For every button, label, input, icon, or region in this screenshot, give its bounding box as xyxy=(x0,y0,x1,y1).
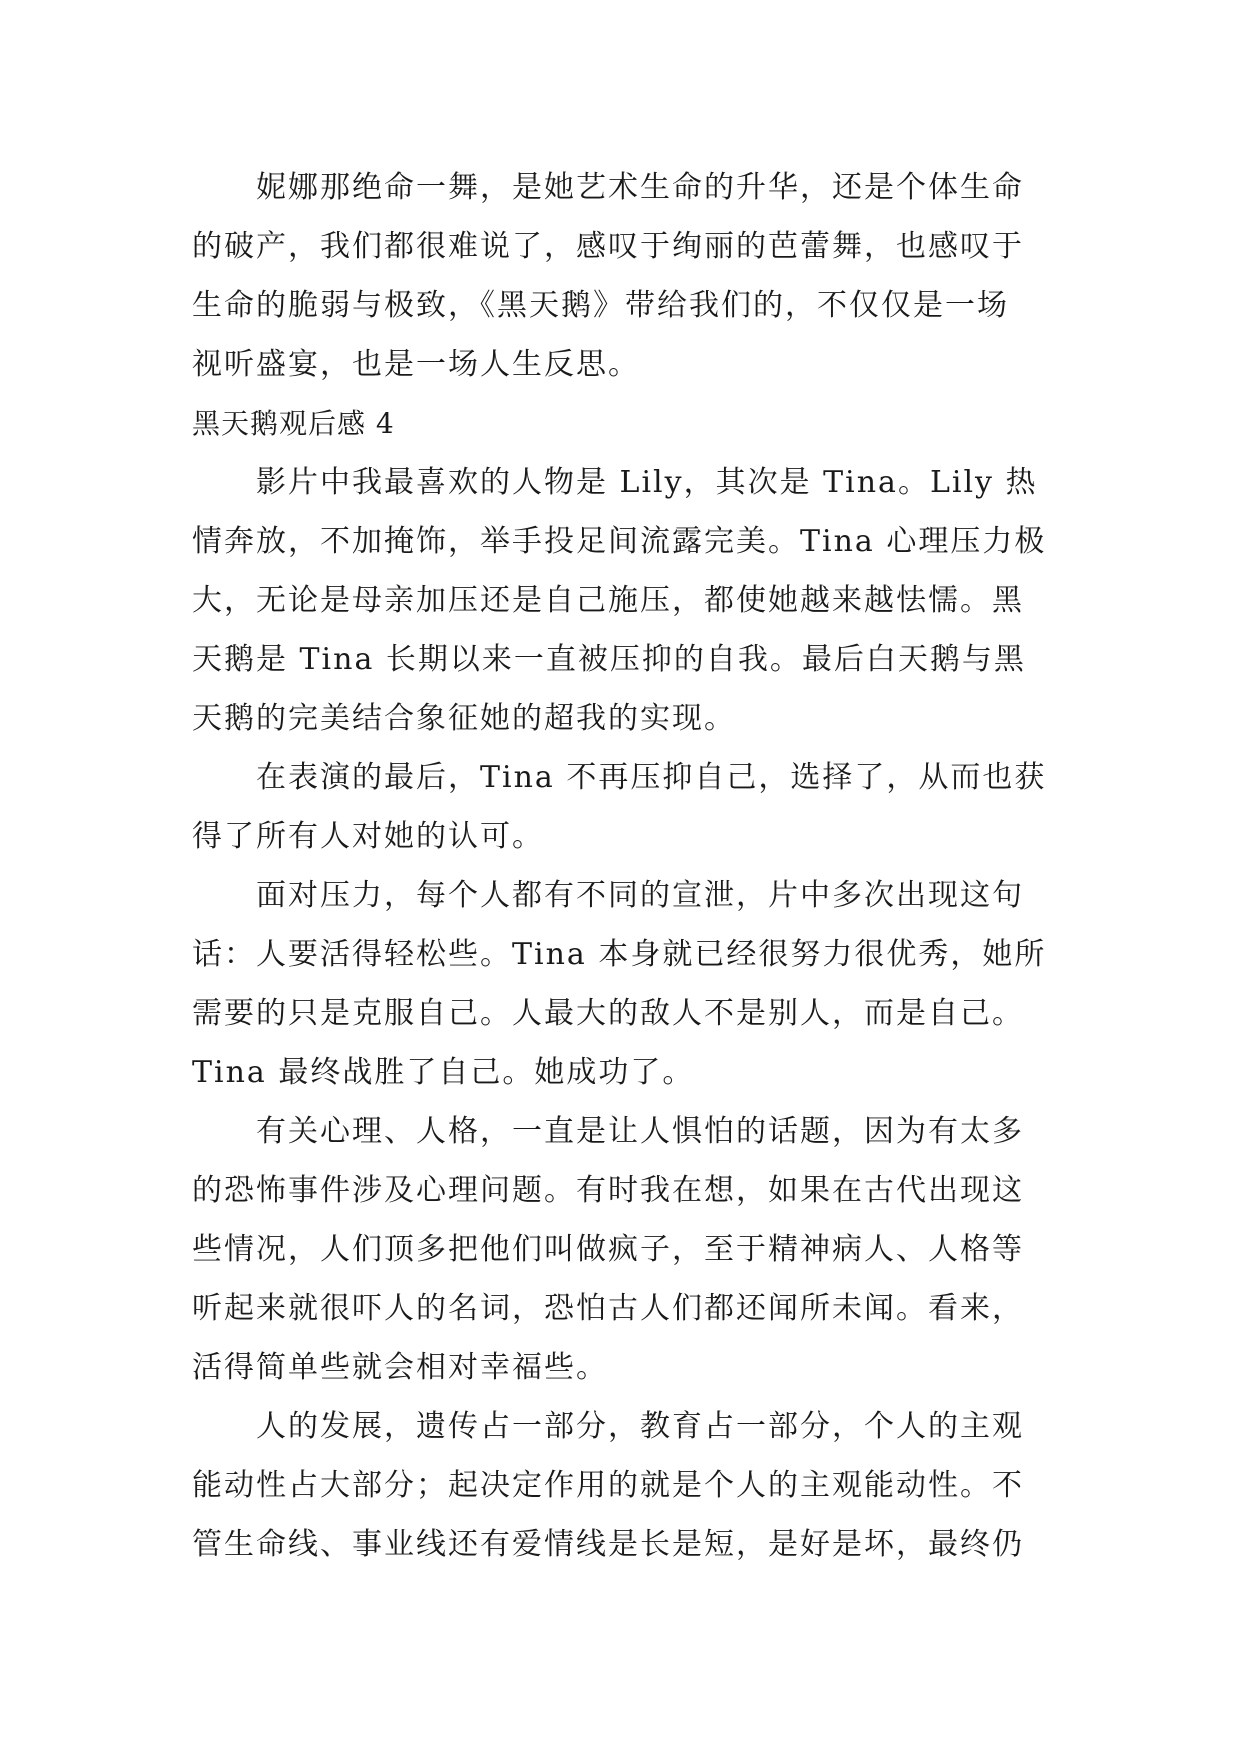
paragraph-line: 需要的只是克服自己。人最大的敌人不是别人，而是自己。 xyxy=(192,996,1024,1031)
paragraph-line: 的恐怖事件涉及心理问题。有时我在想，如果在古代出现这 xyxy=(192,1173,1024,1208)
section-heading: 黑天鹅观后感 4 xyxy=(192,407,395,440)
paragraph-line: 面对压力，每个人都有不同的宣泄，片中多次出现这句 xyxy=(256,878,1024,913)
paragraph-line: 活得简单些就会相对幸福些。 xyxy=(192,1350,608,1385)
paragraph-line: 生命的脆弱与极致，《黑天鹅》带给我们的，不仅仅是一场 xyxy=(192,288,1009,323)
paragraph-line: 听起来就很吓人的名词，恐怕古人们都还闻所未闻。看来， xyxy=(192,1291,1024,1326)
paragraph-line: 能动性占大部分；起决定作用的就是个人的主观能动性。不 xyxy=(192,1468,1024,1503)
paragraph-line: 在表演的最后，Tina 不再压抑自己，选择了，从而也获 xyxy=(256,760,1047,795)
paragraph-line: 些情况，人们顶多把他们叫做疯子，至于精神病人、人格等 xyxy=(192,1232,1024,1267)
paragraph-line: 人的发展，遗传占一部分，教育占一部分，个人的主观 xyxy=(256,1409,1024,1444)
paragraph-line: Tina 最终战胜了自己。她成功了。 xyxy=(192,1055,695,1090)
paragraph-line: 天鹅的完美结合象征她的超我的实现。 xyxy=(192,701,736,736)
paragraph-line: 妮娜那绝命一舞，是她艺术生命的升华，还是个体生命 xyxy=(256,170,1024,205)
paragraph-line: 天鹅是 Tina 长期以来一直被压抑的自我。最后白天鹅与黑 xyxy=(192,642,1026,677)
paragraph-line: 管生命线、事业线还有爱情线是长是短，是好是坏，最终仍 xyxy=(192,1527,1024,1562)
paragraph-line: 影片中我最喜欢的人物是 Lily，其次是 Tina。Lily 热 xyxy=(256,465,1038,500)
paragraph-line: 视听盛宴，也是一场人生反思。 xyxy=(192,347,640,382)
paragraph-line: 得了所有人对她的认可。 xyxy=(192,819,544,854)
document-page xyxy=(192,158,1056,1574)
paragraph-line: 的破产，我们都很难说了，感叹于绚丽的芭蕾舞，也感叹于 xyxy=(192,229,1024,264)
paragraph-line: 情奔放，不加掩饰，举手投足间流露完美。Tina 心理压力极 xyxy=(192,524,1047,559)
paragraph-line: 有关心理、人格，一直是让人惧怕的话题，因为有太多 xyxy=(256,1114,1024,1149)
paragraph-line: 大，无论是母亲加压还是自己施压，都使她越来越怯懦。黑 xyxy=(192,583,1024,618)
paragraph-line: 话：人要活得轻松些。Tina 本身就已经很努力很优秀，她所 xyxy=(192,937,1047,972)
